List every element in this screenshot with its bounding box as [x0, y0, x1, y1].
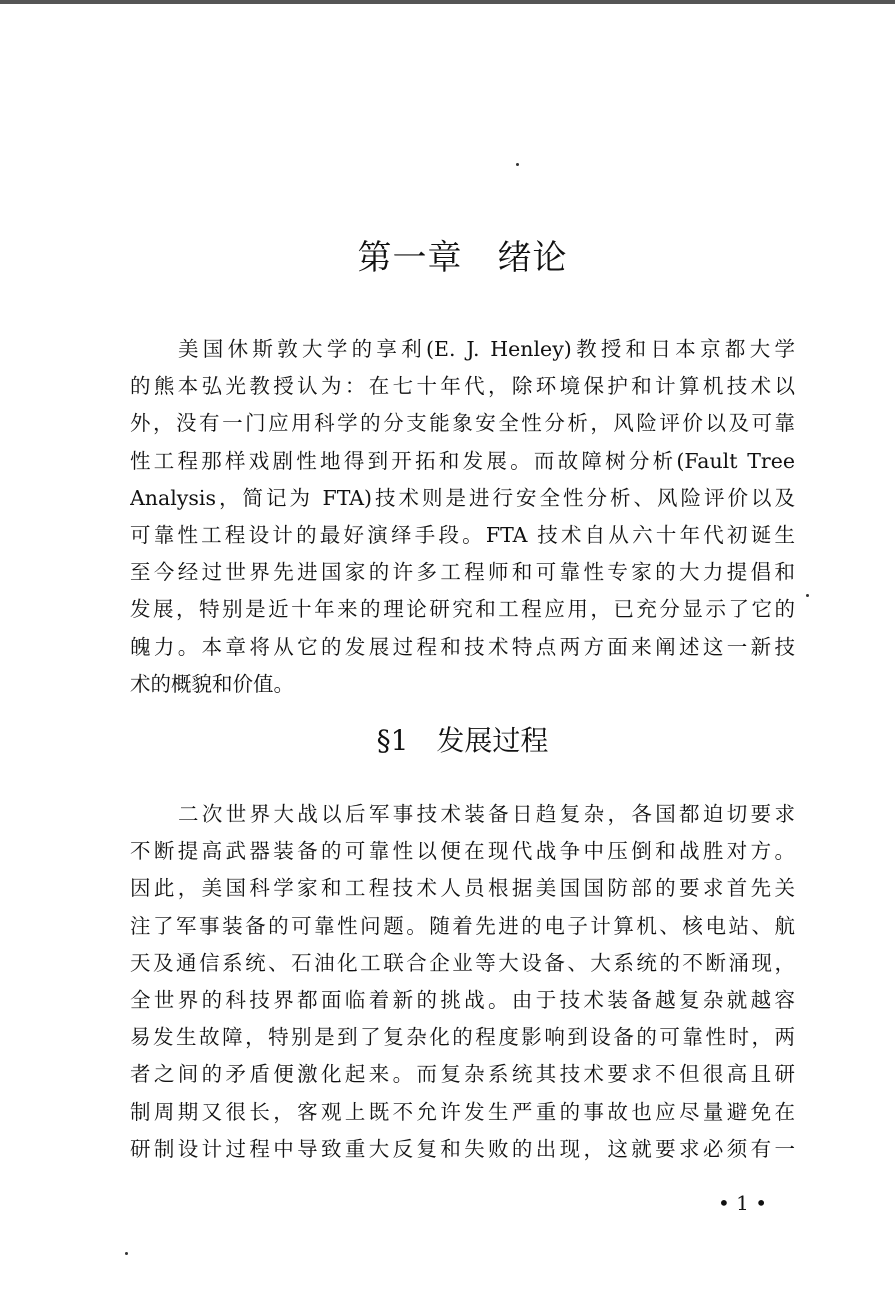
paragraph-line: 的熊本弘光教授认为：在七十年代，除环境保护和计算机技术以	[130, 374, 795, 399]
paragraph-line: 性工程那样戏剧性地得到开拓和发展。而故障树分析(Fault Tree	[130, 448, 795, 473]
section-title: §1 发展过程	[376, 724, 549, 757]
paragraph-line: 魄力。本章将从它的发展过程和技术特点两方面来阐述这一新技	[130, 634, 795, 659]
paragraph-line: 不断提高武器装备的可靠性以便在现代战争中压倒和战胜对方。	[130, 839, 795, 864]
top-scan-edge	[0, 0, 895, 4]
paragraph-line: 研制设计过程中导致重大反复和失败的出现，这就要求必须有一	[130, 1136, 795, 1161]
paragraph-line: 制周期又很长，客观上既不允许发生严重的事故也应尽量避免在	[130, 1099, 795, 1124]
intro-paragraph	[130, 331, 795, 703]
scan-speck	[516, 163, 519, 166]
paragraph-line: 天及通信系统、石油化工联合企业等大设备、大系统的不断涌现，	[130, 950, 795, 975]
paragraph-line: 可靠性工程设计的最好演绎手段。FTA 技术自从六十年代初诞生	[130, 522, 795, 547]
scan-speck	[806, 594, 809, 597]
paragraph-line: 因此，美国科学家和工程技术人员根据美国国防部的要求首先关	[130, 876, 795, 901]
paragraph-line: 外，没有一门应用科学的分支能象安全性分析，风险评价以及可靠	[130, 411, 795, 436]
section-paragraph	[130, 796, 795, 1168]
paragraph-line: 发展，特别是近十年来的理论研究和工程应用，已充分显示了它的	[130, 597, 795, 622]
paragraph-line: 注了军事装备的可靠性问题。随着先进的电子计算机、核电站、航	[130, 913, 795, 938]
scan-speck	[125, 1252, 128, 1255]
paragraph-line: 至今经过世界先进国家的许多工程师和可靠性专家的大力提倡和	[130, 560, 795, 585]
paragraph-line: 术的概貌和价值。	[130, 671, 294, 696]
page-number: • 1 •	[717, 1191, 767, 1215]
paragraph-line: 者之间的矛盾便激化起来。而复杂系统其技术要求不但很高且研	[130, 1062, 795, 1087]
chapter-title: 第一章 绪论	[357, 238, 568, 278]
paragraph-line: 美国休斯敦大学的享利(E. J. Henley)教授和日本京都大学	[178, 337, 795, 361]
paragraph-line: Analysis，简记为 FTA)技术则是进行安全性分析、风险评价以及	[130, 485, 795, 510]
paragraph-line: 二次世界大战以后军事技术装备日趋复杂，各国都迫切要求	[178, 802, 795, 826]
paragraph-line: 易发生故障，特别是到了复杂化的程度影响到设备的可靠性时，两	[130, 1025, 795, 1050]
paragraph-line: 全世界的科技界都面临着新的挑战。由于技术装备越复杂就越容	[130, 987, 795, 1012]
